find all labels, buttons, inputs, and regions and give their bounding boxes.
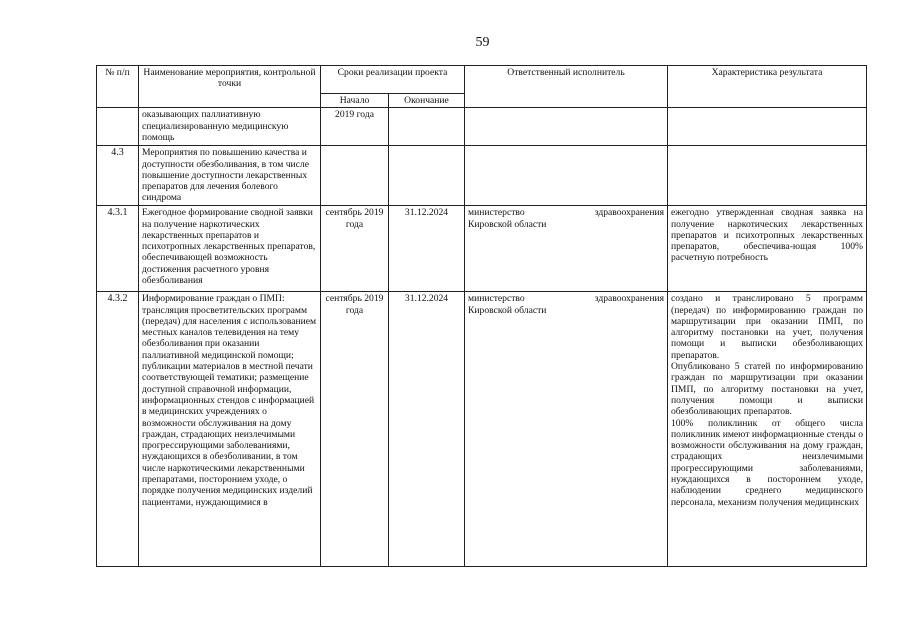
row-name [139,292,321,567]
row-responsible [465,292,668,567]
responsible-region: Кировской области [468,304,547,316]
row-start: 2019 года [321,108,389,146]
row-start [321,146,389,206]
row-result [668,108,867,146]
row-result [668,146,867,206]
row-responsible [465,206,668,292]
row-responsible [465,146,668,206]
table-row [97,206,867,292]
header-name: Наименование мероприятия, контрольной точки [139,66,321,108]
responsible-word-1: министерство [468,293,525,305]
row-result: ежегодно утвержденная сводная заявка на получение наркотических лекарственных препаратов и психотропных лекарственных препаратов, обеспечива-ющая 100% расчетную потребность [668,206,867,292]
row-num: 4.3.2 [97,292,139,567]
header-start: Начало [321,94,389,108]
row-num: 4.3 [97,146,139,206]
row-end: 31.12.2024 [389,292,465,567]
header-terms: Сроки реализации проекта [321,66,465,94]
row-end [389,146,465,206]
header-num: № п/п [97,66,139,108]
row-start: сентябрь 2019 года [321,206,389,292]
row-end: 31.12.2024 [389,206,465,292]
header-result: Характеристика результата [668,66,867,108]
table-row [97,292,867,567]
table-row [97,108,867,146]
result-paragraph-1: создано и транслировано 5 программ (передач) по информированию граждан по маршрутизации при оказании ПМП, по алгоритму постановки на учет, получения помощи и выписки обезболивающих препаратов. [671,293,863,361]
row-start: сентябрь 2019 года [321,292,389,567]
row-name: оказывающих паллиативную специализированную медицинскую помощь [139,108,321,146]
row-end [389,108,465,146]
page-number: 59 [475,35,490,50]
responsible-word-1: министерство [468,207,525,219]
row-responsible [465,108,668,146]
row-result [668,292,867,567]
row-num: 4.3.1 [97,206,139,292]
responsible-word-2: здравоохранения [594,293,664,305]
header-end: Окончание [389,94,465,108]
result-paragraph-3: 100% поликлиник от общего числа поликлиник имеют информационные стенды о возможности обслуживания на дому граждан, страдающих неизлечимыми прогрессирующими заболеваниями, нуждающихся в постороннем уходе, наблюдении среднего медицинского персонала, механизм получения медицинских [671,417,863,508]
responsible-word-2: здравоохранения [594,207,664,219]
table-row [97,146,867,206]
row-name: Мероприятия по повышению качества и доступности обезболивания, в том числе повышение доступности лекарственных препаратов для лечения болевого синдрома [139,146,321,206]
row-num [97,108,139,146]
result-paragraph-2: Опубликовано 5 статей по информированию граждан по маршрутизации при оказании ПМП, по алгоритму постановки на учет, получения помощи и выписки обезболивающих препаратов. [671,361,863,418]
responsible-region: Кировской области [468,218,547,230]
row-name: Ежегодное формирование сводной заявки на получение наркотических лекарственных препаратов и психотропных лекарственных препаратов, обеспечивающей возможность достижения расчетного уровня обезболивания [139,206,321,292]
plan-table [96,65,867,567]
header-responsible: Ответственный исполнитель [465,66,668,108]
row-name-text: Информирование граждан о ПМП: трансляция просветительских программ (передач) для населения с использованием местных каналов телевидения на тему обезболивания при оказании паллиативной медицинской помощи; публикации материалов в местной печати соответствующей тематики; размещение доступной справочной информации, информационных стендов с информацией в медицинских учреждениях о возможности обслуживания на дому граждан, страдающих неизлечимыми прогрессирующими заболеваниями, нуждающихся в обезболивании, в том числе наркотическими лекарственными препаратами, посторонием уходе, о порядке получения медицинских изделий пациентами, нуждающимися в [142,293,317,508]
